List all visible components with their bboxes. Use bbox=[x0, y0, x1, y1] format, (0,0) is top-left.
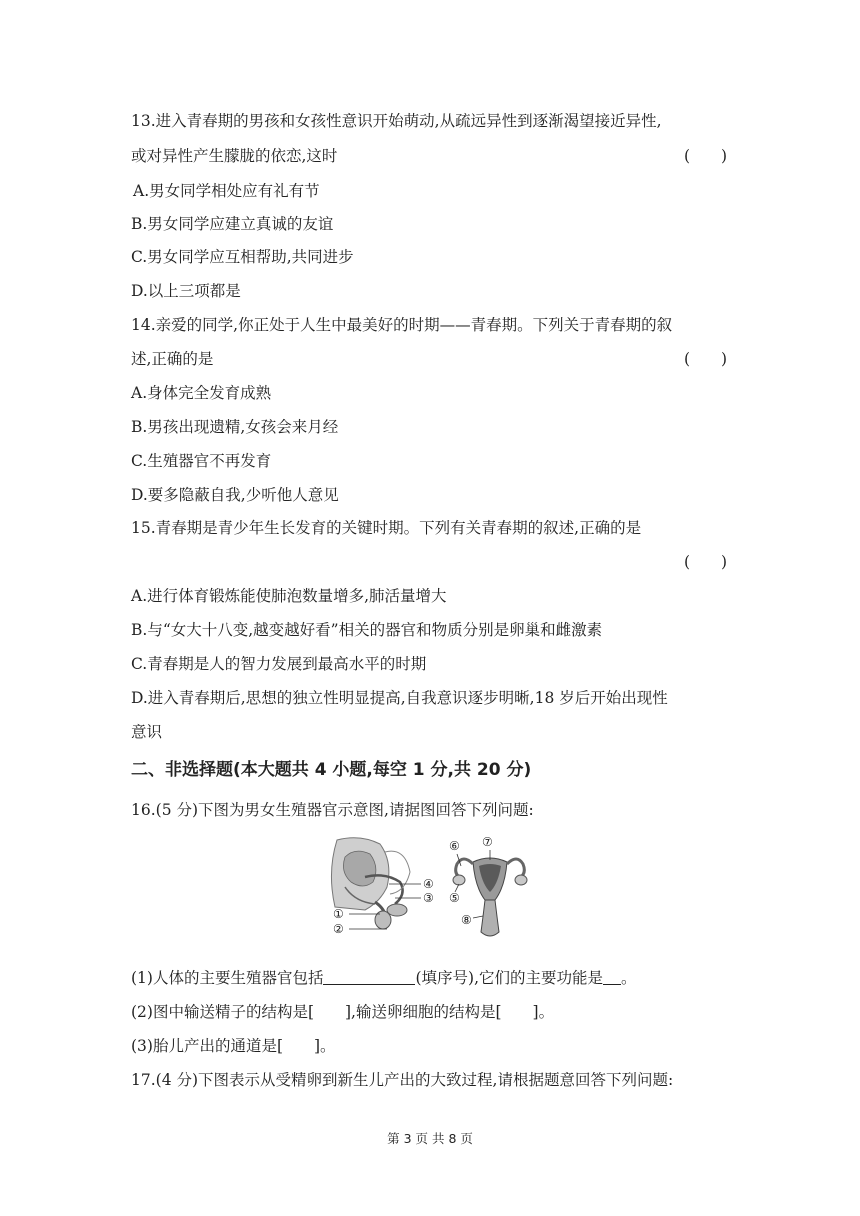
q16-sub1-blank-organs[interactable] bbox=[323, 968, 415, 985]
label-4: ④ bbox=[423, 877, 434, 891]
label-5: ⑤ bbox=[449, 891, 460, 905]
q15-option-d: D.进入青春期后,思想的独立性明显提高,自我意识逐步明晰,18 岁后开始出现性 bbox=[131, 689, 668, 707]
q16-sub1-text-a: (1)人体的主要生殖器官包括 bbox=[131, 969, 324, 987]
q14-option-a: A.身体完全发育成熟 bbox=[131, 384, 272, 402]
label-2: ② bbox=[333, 922, 344, 936]
q16-sub2: (2)图中输送精子的结构是[ ],输送卵细胞的结构是[ ]。 bbox=[131, 1003, 555, 1021]
q15-answer-paren: ( ) bbox=[684, 553, 728, 571]
q15-option-c: C.青春期是人的智力发展到最高水平的时期 bbox=[131, 655, 427, 673]
q13-option-b: B.男女同学应建立真诚的友谊 bbox=[131, 215, 334, 233]
q13-answer-paren: ( ) bbox=[684, 147, 728, 165]
q13-option-a: A.男女同学相处应有礼有节 bbox=[133, 182, 320, 200]
q15-option-b: B.与“女大十八变,越变越好看”相关的器官和物质分别是卵巢和雌激素 bbox=[131, 621, 603, 639]
section-heading: 二、非选择题(本大题共 4 小题,每空 1 分,共 20 分) bbox=[131, 760, 532, 780]
q13-option-c: C.男女同学应互相帮助,共同进步 bbox=[131, 248, 354, 266]
q15-option-a: A.进行体育锻炼能使肺泡数量增多,肺活量增大 bbox=[131, 587, 447, 605]
label-1: ① bbox=[333, 907, 344, 921]
q13-stem-line1: 13.进入青春期的男孩和女孩性意识开始萌动,从疏远异性到逐渐渴望接近异性, bbox=[131, 112, 662, 130]
reproductive-organs-figure bbox=[325, 832, 540, 944]
q14-option-c: C.生殖器官不再发育 bbox=[131, 452, 272, 470]
q16-sub1-text-b: (填序号),它们的主要功能是 bbox=[415, 969, 603, 987]
q16-stem: 16.(5 分)下图为男女生殖器官示意图,请据图回答下列问题: bbox=[131, 801, 534, 819]
label-7: ⑦ bbox=[482, 835, 493, 849]
q14-stem-line2: 述,正确的是 bbox=[131, 350, 214, 368]
q14-option-d: D.要多隐蔽自我,少听他人意见 bbox=[131, 486, 339, 504]
male-reproductive-diagram bbox=[331, 838, 421, 929]
q14-stem-line1: 14.亲爱的同学,你正处于人生中最美好的时期——青春期。下列关于青春期的叙 bbox=[131, 316, 673, 334]
q13-stem-line2: 或对异性产生朦胧的依恋,这时 bbox=[131, 147, 338, 165]
q15-option-d-continuation: 意识 bbox=[131, 723, 163, 741]
q17-stem: 17.(4 分)下图表示从受精卵到新生儿产出的大致过程,请根据题意回答下列问题: bbox=[131, 1071, 674, 1089]
q16-sub3: (3)胎儿产出的通道是[ ]。 bbox=[131, 1037, 336, 1055]
q16-sub1 bbox=[131, 967, 637, 989]
q14-option-b: B.男孩出现遗精,女孩会来月经 bbox=[131, 418, 339, 436]
label-8: ⑧ bbox=[461, 913, 472, 927]
q14-answer-paren: ( ) bbox=[684, 350, 728, 368]
q13-option-d: D.以上三项都是 bbox=[131, 282, 241, 300]
q16-sub1-blank-function[interactable] bbox=[603, 968, 621, 985]
page-footer: 第 3 页 共 8 页 bbox=[387, 1131, 473, 1146]
q16-sub1-text-c: 。 bbox=[621, 969, 637, 987]
label-6: ⑥ bbox=[449, 839, 460, 853]
label-3: ③ bbox=[423, 891, 434, 905]
q15-stem-line1: 15.青春期是青少年生长发育的关键时期。下列有关青春期的叙述,正确的是 bbox=[131, 519, 642, 537]
